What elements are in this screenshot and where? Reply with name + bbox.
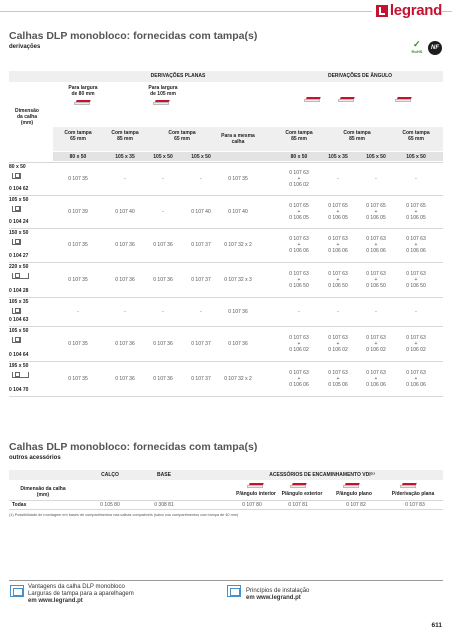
footer-left-line2: Larguras de tampa para a aparelhagem [28, 591, 134, 597]
table-row-divider [9, 326, 443, 327]
footer-left-line1: Vantagens da calha DLP monobloco [28, 584, 125, 590]
table-cell: - [162, 209, 164, 215]
installation-icon [227, 585, 241, 597]
certification-badges [408, 40, 442, 55]
table-cell: 0 107 65 + 0 106 05 [366, 203, 386, 221]
table-cell: 0 107 63 + 0 106 06 [328, 236, 348, 254]
top-bar [0, 0, 452, 22]
row-dimension: 105 x 50 [9, 328, 29, 334]
table-cell: 0 107 35 [68, 341, 88, 347]
table-cell: 0 107 40 [191, 209, 211, 215]
table-cell: 0 107 37 [191, 376, 211, 382]
table2-row-label: Todas [12, 502, 27, 508]
table-cell: 0 107 37 [191, 277, 211, 283]
table-cell: 0 107 63 + 0 106 06 [406, 370, 426, 388]
row-dimension: 220 x 50 [9, 264, 29, 270]
table-cell: - [77, 309, 79, 315]
row-dimension: 80 x 50 [9, 164, 26, 170]
footer-right-line2[interactable] [246, 595, 309, 602]
table-cell: 0 107 39 [68, 209, 88, 215]
table-cell: 0 107 63 + 0 106 06 [406, 236, 426, 254]
table2-divider [9, 500, 443, 501]
footer-left [28, 584, 134, 605]
group-planas: DERIVAÇÕES PLANAS [150, 73, 206, 79]
table2-cell: 0 105 80 [100, 502, 120, 508]
legrand-logo [372, 2, 442, 19]
col-header-3: Para a mesma calha [221, 133, 255, 145]
table-row-divider [9, 195, 443, 196]
col-header-4: Com tampa 85 mm [285, 130, 313, 142]
table-cell: - [298, 309, 300, 315]
dimensao-label: Dimensão da calha (mm) [15, 108, 39, 126]
col-header-5: Com tampa 85 mm [343, 130, 371, 142]
section1-subtitle: derivações [9, 44, 41, 50]
footer-left-link[interactable]: em www.legrand.pt [28, 598, 83, 604]
table-cell: 0 107 65 + 0 106 05 [328, 203, 348, 221]
table-cell: 0 107 63 + 0 106 02 [366, 335, 386, 353]
section1-title: Calhas DLP monobloco: fornecidas com tampa(s) [9, 30, 258, 42]
profile-icon [12, 173, 21, 179]
table-cell: - [337, 309, 339, 315]
table-cell: 0 107 35 [68, 376, 88, 382]
table-cell: 0 107 36 [228, 309, 248, 315]
catalog-icon [10, 585, 24, 597]
acessorios-header: ACESSÓRIOS DE ENCAMINHAMENTO VDI⁽¹⁾ [269, 472, 375, 478]
table-cell: 0 107 36 [153, 376, 173, 382]
table-cell: 0 107 63 + 0 106 02 [289, 170, 309, 188]
table-cell: 0 107 65 + 0 106 05 [406, 203, 426, 221]
footnote: (1) Possibilidade de montagem em bases de compartimentos nas calhas compatíveis (salvo nos compartimentos com tampa de 40 mm) [9, 513, 239, 517]
table-cell: 0 107 40 [228, 209, 248, 215]
table-cell: 0 107 63 + 0 105 06 [328, 370, 348, 388]
profile-icon [12, 308, 21, 314]
table-cell: 0 107 36 [115, 341, 135, 347]
derivation-80-icon [74, 98, 92, 106]
table-cell: 0 107 35 [68, 176, 88, 182]
table-cell: 0 107 40 [115, 209, 135, 215]
angle-derivation-icon-2 [338, 95, 356, 103]
size-8: 105 x 50 [406, 154, 426, 160]
footer-left-line3[interactable] [28, 598, 134, 605]
col-header-2: Com tampa 65 mm [168, 130, 196, 142]
col-header-0: Com tampa 65 mm [64, 130, 92, 142]
table-cell: 0 107 63 + 0 106 50 [406, 271, 426, 289]
size-7: 105 x 50 [366, 154, 386, 160]
profile-icon [12, 273, 29, 279]
calco-header: CALÇO [101, 472, 119, 478]
profile-icon [12, 206, 21, 212]
section2-title: Calhas DLP monobloco: fornecidas com tampa(s) [9, 441, 258, 453]
footer-right-line1: Princípios de instalação [246, 588, 310, 594]
row-reference: 0 104 62 [9, 186, 29, 192]
row-reference: 0 104 70 [9, 387, 29, 393]
table-cell: - [162, 176, 164, 182]
table-cell: - [375, 309, 377, 315]
table-cell: 0 107 37 [191, 341, 211, 347]
row-dimension: 195 x 50 [9, 363, 29, 369]
row-reference: 0 104 63 [9, 317, 29, 323]
legrand-logo-icon [376, 5, 388, 17]
table-cell: 0 107 63 + 0 106 50 [366, 271, 386, 289]
profile-icon [12, 239, 21, 245]
row-dimension: 150 x 50 [9, 230, 29, 236]
table-cell: 0 107 32 x 2 [224, 242, 252, 248]
footer-right-link[interactable]: em www.legrand.pt [246, 595, 301, 601]
table-cell: - [415, 309, 417, 315]
footer-right [246, 588, 309, 602]
table2-cell: 0 107 81 [288, 502, 308, 508]
table2-subheader-2: P/ângulo plano [336, 491, 372, 497]
size-2: 105 x 50 [153, 154, 173, 160]
table-cell: 0 107 36 [115, 242, 135, 248]
size-1: 105 x 35 [115, 154, 135, 160]
table-cell: - [200, 309, 202, 315]
row-reference: 0 104 64 [9, 352, 29, 358]
largura-80: Para largura de 80 mm [68, 85, 98, 97]
row-reference: 0 104 27 [9, 253, 29, 259]
angle-derivation-icon-3 [395, 95, 413, 103]
table-cell: 0 107 63 + 0 106 50 [328, 271, 348, 289]
table-cell: 0 107 63 + 0 106 02 [289, 335, 309, 353]
profile-icon [12, 372, 29, 378]
table-cell: 0 107 63 + 0 106 06 [366, 236, 386, 254]
largura-105: Para largura de 105 mm [148, 85, 178, 97]
angle-exterior-icon [290, 481, 308, 489]
table-row-divider [9, 262, 443, 263]
derivacao-plana-icon [400, 481, 418, 489]
table2-cell: 0 107 80 [242, 502, 262, 508]
table-row-divider [9, 162, 443, 163]
table-cell: 0 107 32 x 3 [224, 277, 252, 283]
angle-plano-icon [343, 481, 361, 489]
row-reference: 0 104 24 [9, 219, 29, 225]
row-dimension: 105 x 50 [9, 197, 29, 203]
size-0: 80 x 50 [69, 154, 87, 160]
table-cell: 0 107 63 + 0 106 06 [289, 370, 309, 388]
table-cell: - [124, 309, 126, 315]
table-cell: 0 107 32 x 2 [224, 376, 252, 382]
size-5: 80 x 50 [290, 154, 308, 160]
table-cell: 0 107 63 + 0 106 02 [406, 335, 426, 353]
table-cell: 0 107 35 [228, 176, 248, 182]
table-row-divider [9, 228, 443, 229]
table2-subheader-0: P/ângulo interior [236, 491, 276, 497]
table-cell: 0 107 35 [68, 242, 88, 248]
derivation-105-icon [153, 98, 171, 106]
table-cell: 0 107 63 + 0 106 06 [289, 236, 309, 254]
table2-subheader-3: P/derivação plana [391, 491, 435, 497]
table-cell: 0 107 36 [115, 376, 135, 382]
table-cell: - [124, 176, 126, 182]
group-angulo: DERIVAÇÕES DE ÂNGULO [327, 73, 393, 79]
table2-cell: 0 107 82 [346, 502, 366, 508]
table-cell: - [162, 309, 164, 315]
table2-dimensao-label: Dimensão da calha (mm) [20, 486, 66, 498]
section2-subtitle: outros acessórios [9, 455, 61, 461]
size-6: 105 x 35 [328, 154, 348, 160]
table-cell: 0 107 63 + 0 106 50 [289, 271, 309, 289]
table-cell: - [337, 176, 339, 182]
table-cell: 0 107 36 [153, 277, 173, 283]
brand-name: legrand [389, 2, 442, 19]
table-cell: 0 107 36 [228, 341, 248, 347]
table-cell: 0 107 36 [153, 341, 173, 347]
table-cell: 0 107 36 [115, 277, 135, 283]
page-number: 611 [431, 622, 442, 629]
table-cell: 0 107 63 + 0 106 02 [328, 335, 348, 353]
nf-badge: NF [428, 41, 442, 55]
table-cell: 0 107 63 + 0 106 06 [366, 370, 386, 388]
table-cell: 0 107 35 [68, 277, 88, 283]
col-header-6: Com tampa 65 mm [402, 130, 430, 142]
table2-cell: 0 107 83 [405, 502, 425, 508]
table-cell: 0 107 65 + 0 106 05 [289, 203, 309, 221]
table-cell: - [375, 176, 377, 182]
table1-bottom-line [9, 396, 443, 397]
angle-derivation-icon-1 [304, 95, 322, 103]
table-cell: 0 107 37 [191, 242, 211, 248]
table-cell: - [415, 176, 417, 182]
table-cell: - [200, 176, 202, 182]
size-3: 105 x 50 [191, 154, 211, 160]
rohs-badge: ✓ RoHS [408, 40, 426, 55]
base-header: BASE [157, 472, 171, 478]
table2-cell: 0 308 81 [154, 502, 174, 508]
table2-bottom-line [9, 509, 443, 510]
table-row-divider [9, 361, 443, 362]
col-header-1: Com tampa 85 mm [111, 130, 139, 142]
table2-subheader-1: P/ângulo exterior [281, 491, 323, 497]
angle-interior-icon [247, 481, 265, 489]
table-cell: 0 107 36 [153, 242, 173, 248]
row-dimension: 105 x 35 [9, 299, 29, 305]
profile-icon [12, 337, 21, 343]
row-reference: 0 104 28 [9, 288, 29, 294]
table-row-divider [9, 297, 443, 298]
footer-divider [9, 580, 443, 581]
